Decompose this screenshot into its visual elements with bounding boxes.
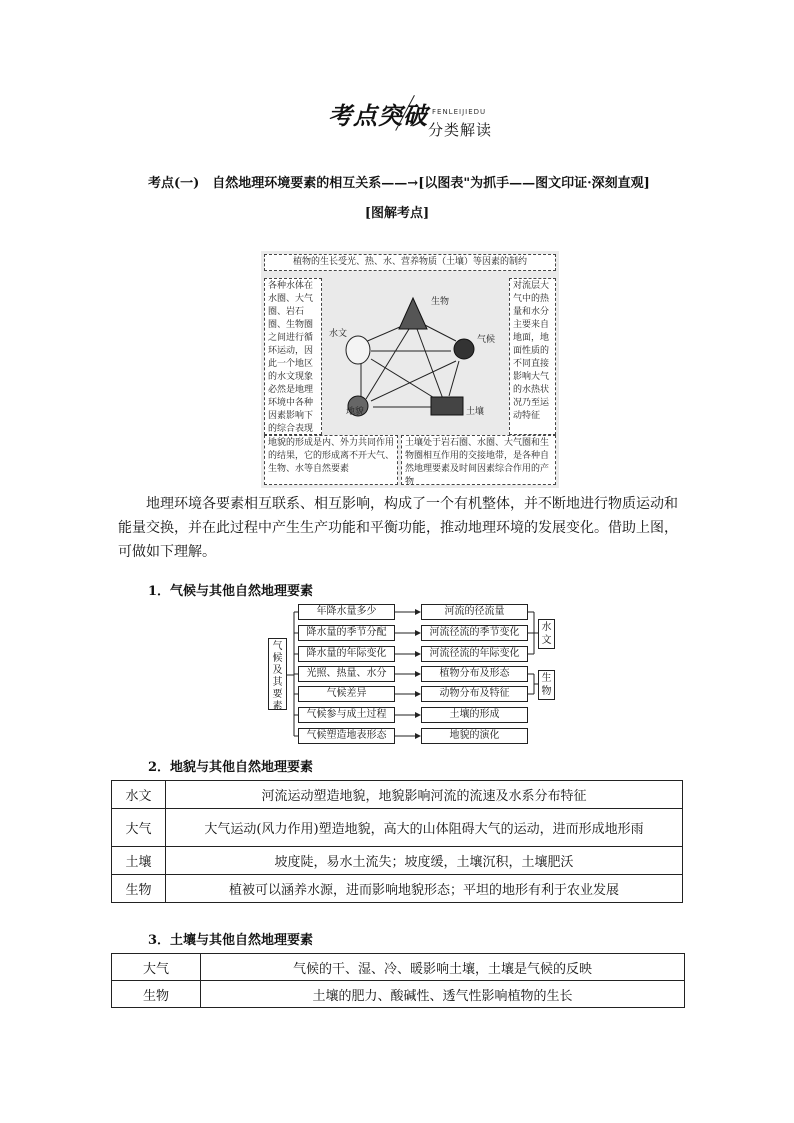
table-row: [112, 809, 683, 847]
row-label: 水文: [112, 781, 166, 809]
flow-left-3: 光照、热量、水分: [298, 666, 395, 682]
flow-root-climate: 气候及其要素: [268, 638, 287, 710]
banner-title: 考点突破: [328, 102, 428, 130]
section-3-title: 3．土壤与其他自然地理要素: [148, 933, 314, 948]
elements-diagram: [261, 251, 559, 488]
flow-group-water: 水文: [538, 619, 555, 649]
section-1-title: 1．气候与其他自然地理要素: [148, 584, 314, 599]
label-soil: 土壤: [466, 407, 485, 417]
arrow-bio-soil: [417, 329, 443, 399]
flow-right-2: 河流径流的年际变化: [421, 646, 528, 662]
flow-right-5: 土壤的形成: [421, 707, 528, 723]
arrow-bio-climate: [421, 323, 456, 341]
flow-right-4: 动物分布及特征: [421, 686, 528, 702]
arrow-climate-soil: [449, 361, 459, 396]
row-label: 生物: [112, 981, 201, 1008]
table-row: [112, 954, 685, 981]
label-bio: 生物: [431, 297, 450, 307]
flow-left-6: 气候塑造地表形态: [298, 728, 395, 744]
table-row: [112, 781, 683, 809]
row-label: 大气: [112, 954, 201, 981]
row-content: 坡度陡，易水土流失；坡度缓，土壤沉积，土壤肥沃: [166, 847, 683, 875]
label-water: 水文: [329, 329, 348, 339]
row-content: 植被可以涵养水源，进而影响地貌形态；平坦的地形有利于农业发展: [166, 875, 683, 903]
soil-table: [111, 953, 685, 1008]
soil-icon: [431, 397, 463, 415]
row-content: 气候的干、湿、冷、暖影响土壤，土壤是气候的反映: [201, 954, 685, 981]
table-row: [112, 847, 683, 875]
banner-subtitle: 分类解读: [428, 121, 493, 139]
bio-icon: [399, 298, 427, 329]
landform-table: [111, 780, 683, 903]
flow-right-3: 植物分布及形态: [421, 666, 528, 682]
flow-left-4: 气候差异: [298, 686, 395, 702]
climate-icon: [454, 339, 474, 359]
flow-right-6: 地貌的演化: [421, 728, 528, 744]
row-content: 河流运动塑造地貌，地貌影响河流的流速及水系分布特征: [166, 781, 683, 809]
diagram-climate-note: 对流层大气中的热量和水分主要来自地面，地面性质的不同直接影响大气的水热状况乃至运动特征: [509, 278, 556, 435]
water-drop-icon: [346, 336, 370, 364]
label-landform: 地貌: [346, 407, 365, 417]
row-label: 土壤: [112, 847, 166, 875]
section-2-title: 2．地貌与其他自然地理要素: [148, 760, 314, 775]
row-label: 大气: [112, 809, 166, 847]
flow-right-0: 河流的径流量: [421, 604, 528, 620]
row-content: 大气运动(风力作用)塑造地貌，高大的山体阻碍大气的运动，进而形成地形雨: [166, 809, 683, 847]
flow-left-2: 降水量的年际变化: [298, 646, 395, 662]
row-label: 生物: [112, 875, 166, 903]
flow-left-0: 年降水量多少: [298, 604, 395, 620]
climate-flowchart: [264, 603, 564, 748]
flow-right-1: 河流径流的季节变化: [421, 625, 528, 641]
diagram-soil-note: 土壤处于岩石圈、水圈、大气圈和生物圈相互作用的交接地带，是各种自然地理要素及时间因素综合作用的产物: [401, 435, 556, 485]
arrow-bio-landform: [366, 329, 409, 399]
diagram-water-note: 各种水体在水圈、大气圈、岩石圈、生物圈之间进行循环运动，因此一个地区的水文现象必然是地理环境中各种因素影响下的综合表现: [264, 278, 322, 435]
diagram-graphic: [261, 251, 559, 488]
label-climate: 气候: [477, 335, 496, 345]
banner-english: FENLEIJIEDU: [432, 108, 487, 116]
diagram-top-note: 植物的生长受光、热、水、营养物质（土壤）等因素的制约: [264, 254, 556, 271]
intro-paragraph: 地理环境各要素相互联系、相互影响，构成了一个有机整体，并不断地进行物质运动和能量交换，并在此过程中产生生产功能和平衡功能，推动地理环境的发展变化。借助上图，可做如下理解。: [118, 496, 678, 560]
section-heading: 考点(一) 自然地理环境要素的相互关系——→[以图表"为抓手——图文印证·深刻直观]: [148, 176, 650, 191]
flow-left-5: 气候参与成土过程: [298, 707, 395, 723]
table-row: [112, 981, 685, 1008]
arrow-water-soil: [371, 359, 436, 399]
flow-group-bio: 生物: [538, 670, 555, 700]
table-row: [112, 875, 683, 903]
section-subheading: [图解考点]: [364, 206, 430, 221]
row-content: 土壤的肥力、酸碱性、透气性影响植物的生长: [201, 981, 685, 1008]
flow-left-1: 降水量的季节分配: [298, 625, 395, 641]
diagram-landform-note: 地貌的形成是内、外力共同作用的结果，它的形成离不开大气、生物、水等自然要素: [264, 435, 398, 485]
